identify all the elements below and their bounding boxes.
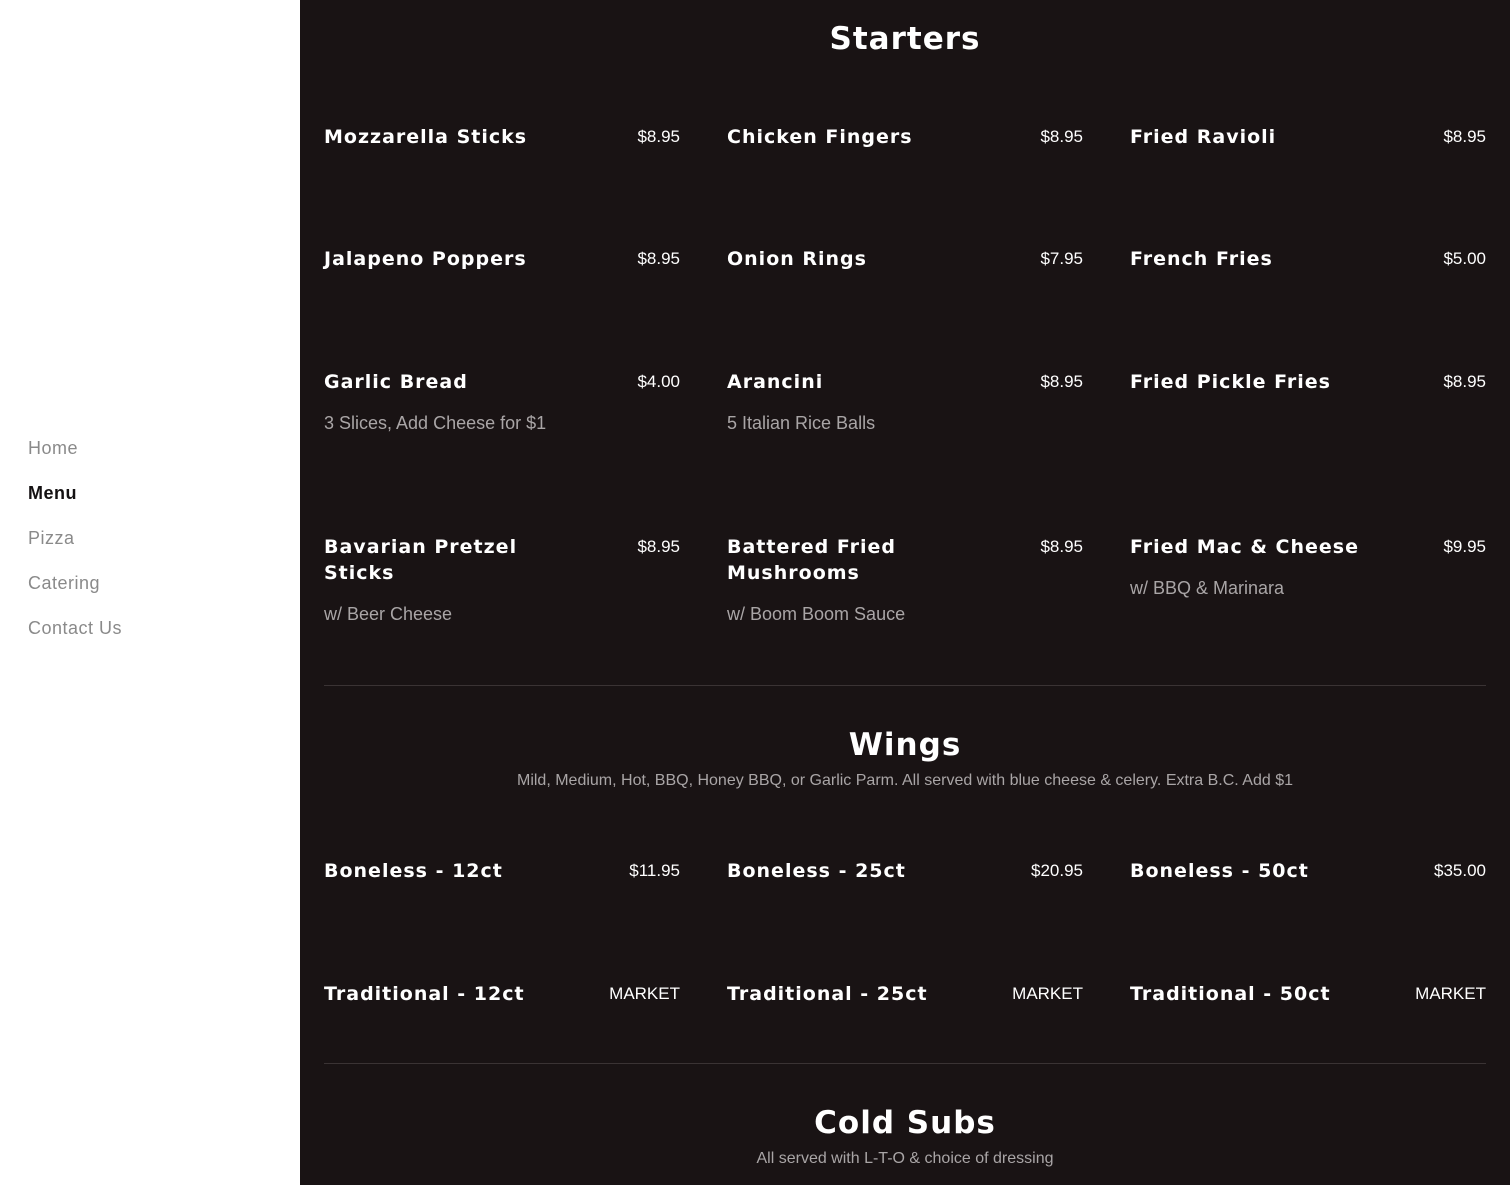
item-price: $8.95 xyxy=(637,127,680,146)
item-price: $20.95 xyxy=(1031,861,1083,880)
item-price: $8.95 xyxy=(637,537,680,556)
item-description: 5 Italian Rice Balls xyxy=(727,413,876,433)
menu-content xyxy=(300,0,1510,1185)
item-name: Boneless - 50ct xyxy=(1130,860,1309,882)
section-title-starters: Starters xyxy=(829,21,981,57)
item-price: $8.95 xyxy=(1443,372,1486,391)
nav-item-home[interactable]: Home xyxy=(28,438,79,458)
item-description: 3 Slices, Add Cheese for $1 xyxy=(324,413,547,433)
item-name: Mozzarella Sticks xyxy=(324,126,528,148)
item-name: Chicken Fingers xyxy=(727,126,913,148)
nav-item-catering[interactable]: Catering xyxy=(28,573,101,593)
item-name: Traditional - 25ct xyxy=(727,983,928,1005)
item-price: $5.00 xyxy=(1443,249,1486,268)
item-name: Battered Fried Mushrooms xyxy=(727,536,896,584)
main-nav xyxy=(28,438,122,663)
item-description: w/ Boom Boom Sauce xyxy=(727,604,906,624)
item-name: Traditional - 50ct xyxy=(1130,983,1331,1005)
section-description-wings: Mild, Medium, Hot, BBQ, Honey BBQ, or Garlic Parm. All served with blue cheese & celery. Extra B.C. Add $1 xyxy=(516,772,1293,789)
item-price: $9.95 xyxy=(1443,537,1486,556)
item-price: $8.95 xyxy=(637,249,680,268)
item-price: $8.95 xyxy=(1040,372,1083,391)
section-title-cold-subs: Cold Subs xyxy=(814,1105,996,1141)
item-name: Jalapeno Poppers xyxy=(324,248,527,270)
section-title-wings: Wings xyxy=(848,727,962,763)
item-price: $8.95 xyxy=(1443,127,1486,146)
item-name: Traditional - 12ct xyxy=(324,983,525,1005)
item-name: Fried Mac & Cheese xyxy=(1130,536,1359,558)
item-price: $8.95 xyxy=(1040,537,1083,556)
item-name: Arancini xyxy=(727,371,824,393)
nav-item-menu[interactable]: Menu xyxy=(28,483,77,503)
item-price: $35.00 xyxy=(1434,861,1486,880)
item-price: MARKET xyxy=(609,984,680,1003)
section-description-cold-subs: All served with L-T-O & choice of dressing xyxy=(756,1150,1054,1167)
item-description: w/ BBQ & Marinara xyxy=(1130,578,1285,598)
item-name: Onion Rings xyxy=(727,248,867,270)
item-name: Bavarian Pretzel Sticks xyxy=(324,536,518,584)
item-price: MARKET xyxy=(1012,984,1083,1003)
nav-item-pizza[interactable]: Pizza xyxy=(28,528,75,548)
nav-item-contact-us[interactable]: Contact Us xyxy=(28,618,123,638)
item-description: w/ Beer Cheese xyxy=(324,604,453,624)
item-name: French Fries xyxy=(1130,248,1273,270)
sidebar xyxy=(0,0,300,1185)
section-divider xyxy=(324,1063,1486,1064)
item-name: Fried Pickle Fries xyxy=(1130,371,1331,393)
item-name: Boneless - 12ct xyxy=(324,860,503,882)
item-name: Boneless - 25ct xyxy=(727,860,906,882)
item-price: $7.95 xyxy=(1040,249,1083,268)
item-price: $8.95 xyxy=(1040,127,1083,146)
item-price: $11.95 xyxy=(629,861,680,880)
item-price: MARKET xyxy=(1415,984,1486,1003)
item-price: $4.00 xyxy=(637,372,680,391)
item-name: Fried Ravioli xyxy=(1130,126,1277,148)
item-name: Garlic Bread xyxy=(324,371,468,393)
section-divider xyxy=(324,685,1486,686)
